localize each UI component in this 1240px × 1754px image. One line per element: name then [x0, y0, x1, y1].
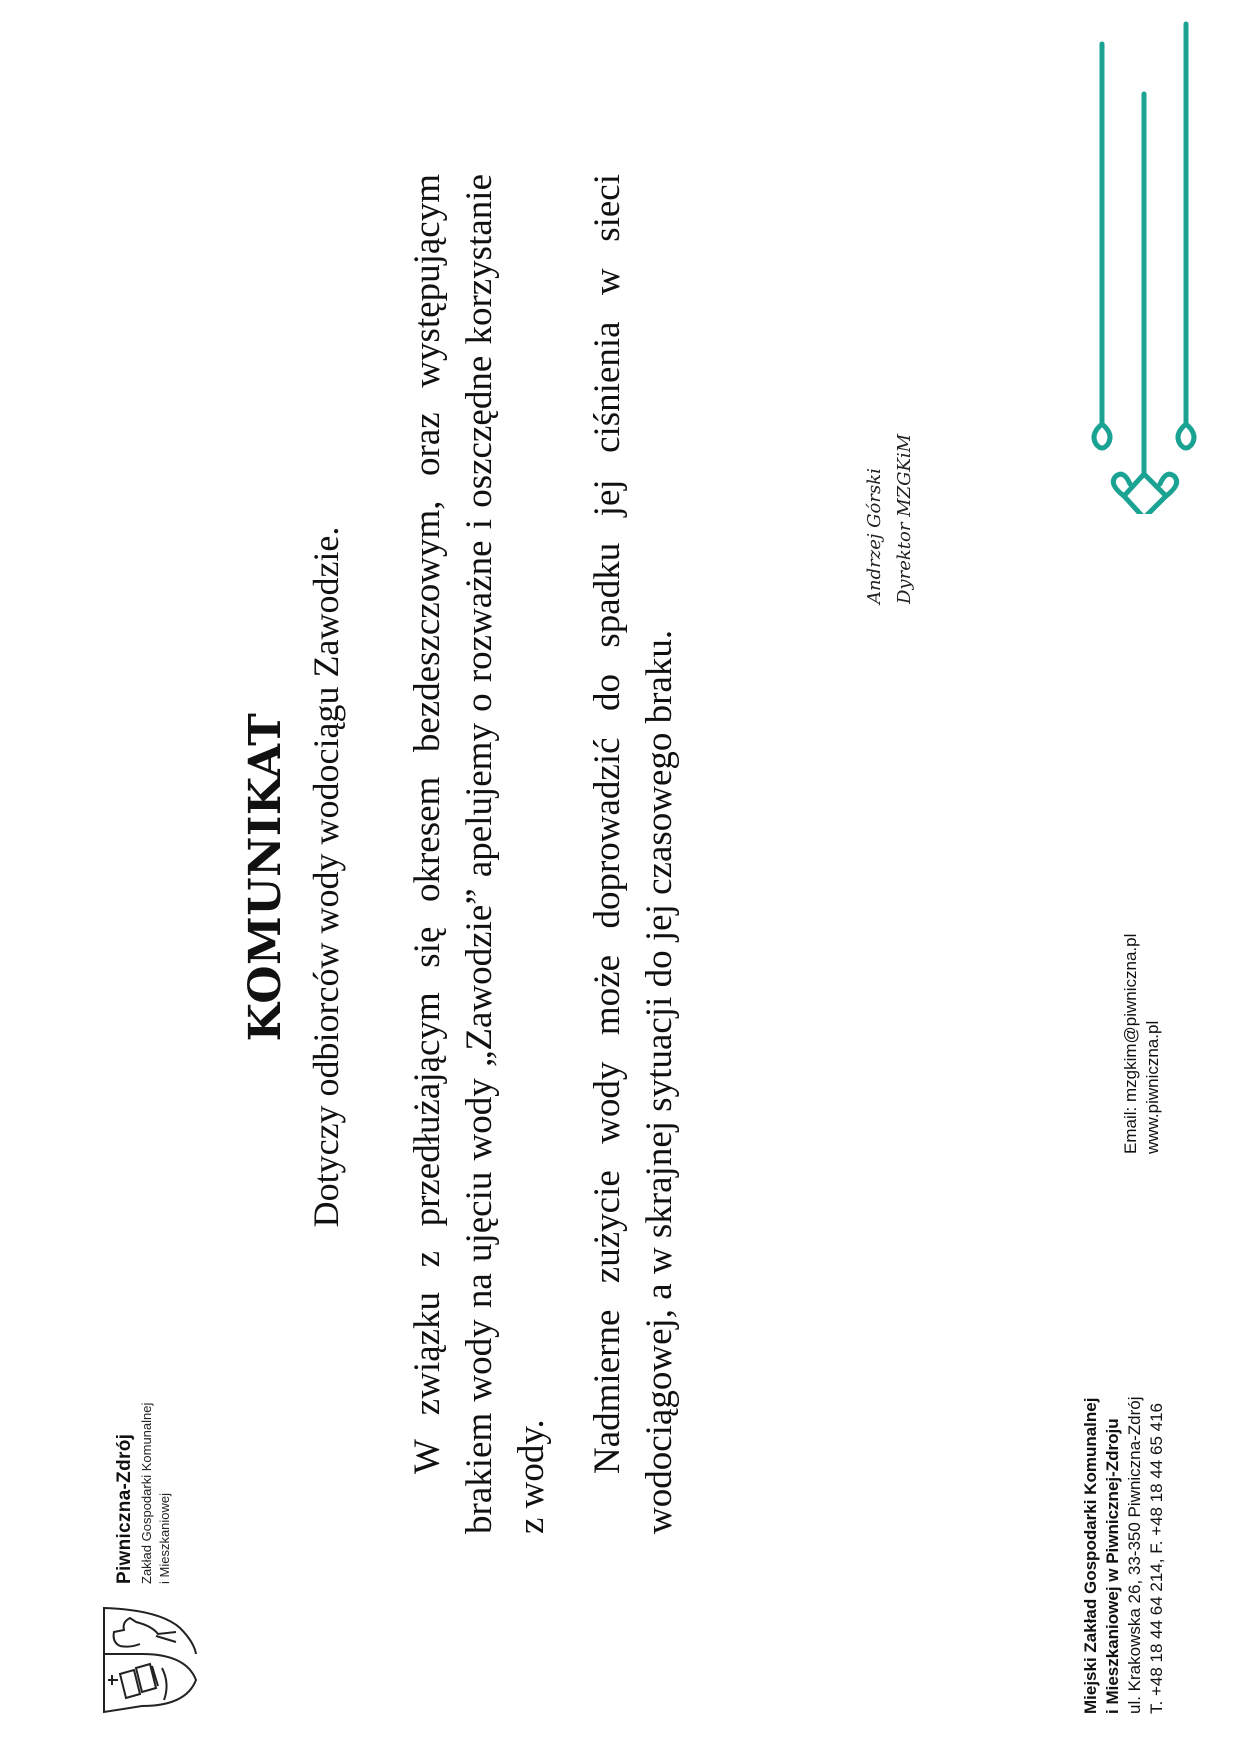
signature-name: Andrzej Górski	[864, 468, 885, 604]
notice-title: KOMUNIKAT	[240, 712, 291, 1042]
footer-org-line-1: Miejski Zakład Gospodarki Komunalnej	[1081, 1397, 1100, 1714]
notice-subtitle: Dotyczy odbiorców wody wodociągu Zawodzie.	[306, 526, 346, 1228]
footer-contact	[1120, 934, 1164, 1154]
coat-of-arms-icon	[100, 1602, 200, 1714]
logo	[100, 1403, 200, 1714]
notice-paragraph-1: W związku z przedłużającym się okresem bezdeszczowym, oraz występującym brakiem wody na ujęciu wody „Zawodzie” apelujemy o rozważne i oszczędne korzystanie z wody.	[407, 174, 552, 1534]
decorative-drop-ornament-icon	[1080, 14, 1210, 514]
logo-unit-line-2: i Mieszkaniowej	[157, 1492, 172, 1584]
signature-position: Dyrektor MZGKiM	[894, 433, 915, 604]
footer-address	[1080, 1397, 1168, 1714]
notice-paragraph-2: Nadmierne zużycie wody może doprowadzić do spadku jej ciśnienia w sieci wodociągowej, a w skrajnej sytuacji do jej czasowego braku.	[587, 174, 680, 1534]
signature-block	[860, 434, 920, 604]
footer-email: Email: mzgkim@piwniczna.pl	[1121, 933, 1140, 1154]
footer-org-line-2: i Mieszkaniowej w Piwnicznej-Zdroju	[1103, 1418, 1122, 1714]
footer-street-address: ul. Krakowska 26, 33-350 Piwniczna-Zdrój	[1125, 1396, 1144, 1714]
logo-unit-line-1: Zakład Gospodarki Komunalnej	[139, 1402, 154, 1584]
logo-town-name: Piwniczna-Zdrój	[114, 1433, 135, 1584]
footer-phones: T. +48 18 44 64 214, F. +48 18 44 65 416	[1147, 1403, 1166, 1714]
footer-website: www.piwniczna.pl	[1143, 1020, 1162, 1154]
